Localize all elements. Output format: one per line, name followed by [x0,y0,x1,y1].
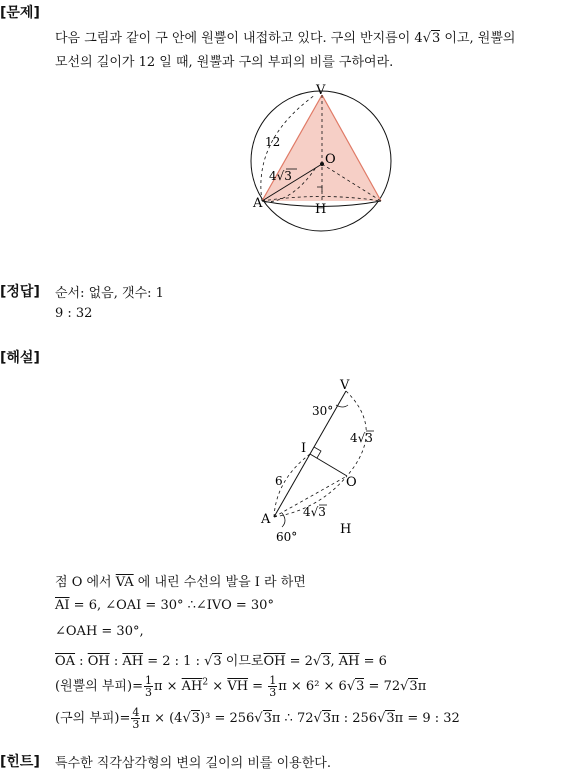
fig2-v-label: V [340,378,350,393]
problem-label: [문제] [0,5,40,21]
fig2-o-label: O [346,475,357,490]
problem-line-2: 모선의 길이가 12 일 때, 원뿔과 구의 부피의 비를 구하여라. [55,55,394,70]
solution-line-6: (구의 부피)= $\frac{4}{3}$ π × (4√3)³ = 256√3π ∴ 72√3π : 256√3π = 9 : 32 [55,706,460,731]
fig1-slant-label: 12 [265,135,281,149]
hint-label: [힌트] [0,754,40,770]
answer-line-1: 순서: 없음, 갯수: 1 [55,286,164,301]
fig2-h-label: H [340,522,352,537]
cross-section-figure [258,375,388,550]
fig2-angle-a-label: 60° [276,530,298,544]
fig2-i-label: I [301,441,307,456]
fig2-angle-v-label: 30° [312,404,334,418]
fig1-o-label: O [325,152,336,167]
solution-line-3: ∠OAH = 30°, [55,624,144,639]
fig1-radius-label: 4√3 [269,169,292,183]
problem-line-1: 다음 그림과 같이 구 안에 원뿔이 내접하고 있다. 구의 반지름이 4√3 이고, 원뿔의 [55,31,516,46]
solution-line-4: $\overline{OA}$ : $\overline{OH}$ : $\overline{AH} = 2$ : 1 : √3 이므로$\overline{OH} = 2√3$, $\overline{AH} = 6$ [55,654,387,669]
fig1-h-label: H [315,202,327,217]
hint-text: 특수한 직각삼각형의 변의 길이의 비를 이용한다. [55,756,331,771]
fig1-a-label: A [253,196,263,211]
answer-value: 9 : 32 [55,306,93,321]
solution-line-1: 점 O 에서 $\overline{VA}$ 에 내린 수선의 발을 I 라 하면 [55,575,306,590]
fig2-a-label: A [261,512,271,527]
solution-line-5: (원뿔의 부피)= $\frac{1}{3}$ $\pi \times \overline{AH}^2 \times \overline{VH}$ = $\frac{1}{3}$ π × 6² × 6√3 = 72√3π [55,674,427,699]
answer-label: [정답] [0,284,40,300]
fig1-v-label: V [316,83,326,98]
cone-sphere-figure [245,80,395,240]
fig2-ao-label: 4√3 [303,505,326,519]
solution-label: [해설] [0,350,40,366]
solution-line-2: $\overline{AI} = 6$, ∠OAI = 30° ∴∠IVO = 30° [55,598,274,613]
fig2-vo-label: 4√3 [350,431,373,445]
fig2-ai-label: 6 [275,474,283,488]
